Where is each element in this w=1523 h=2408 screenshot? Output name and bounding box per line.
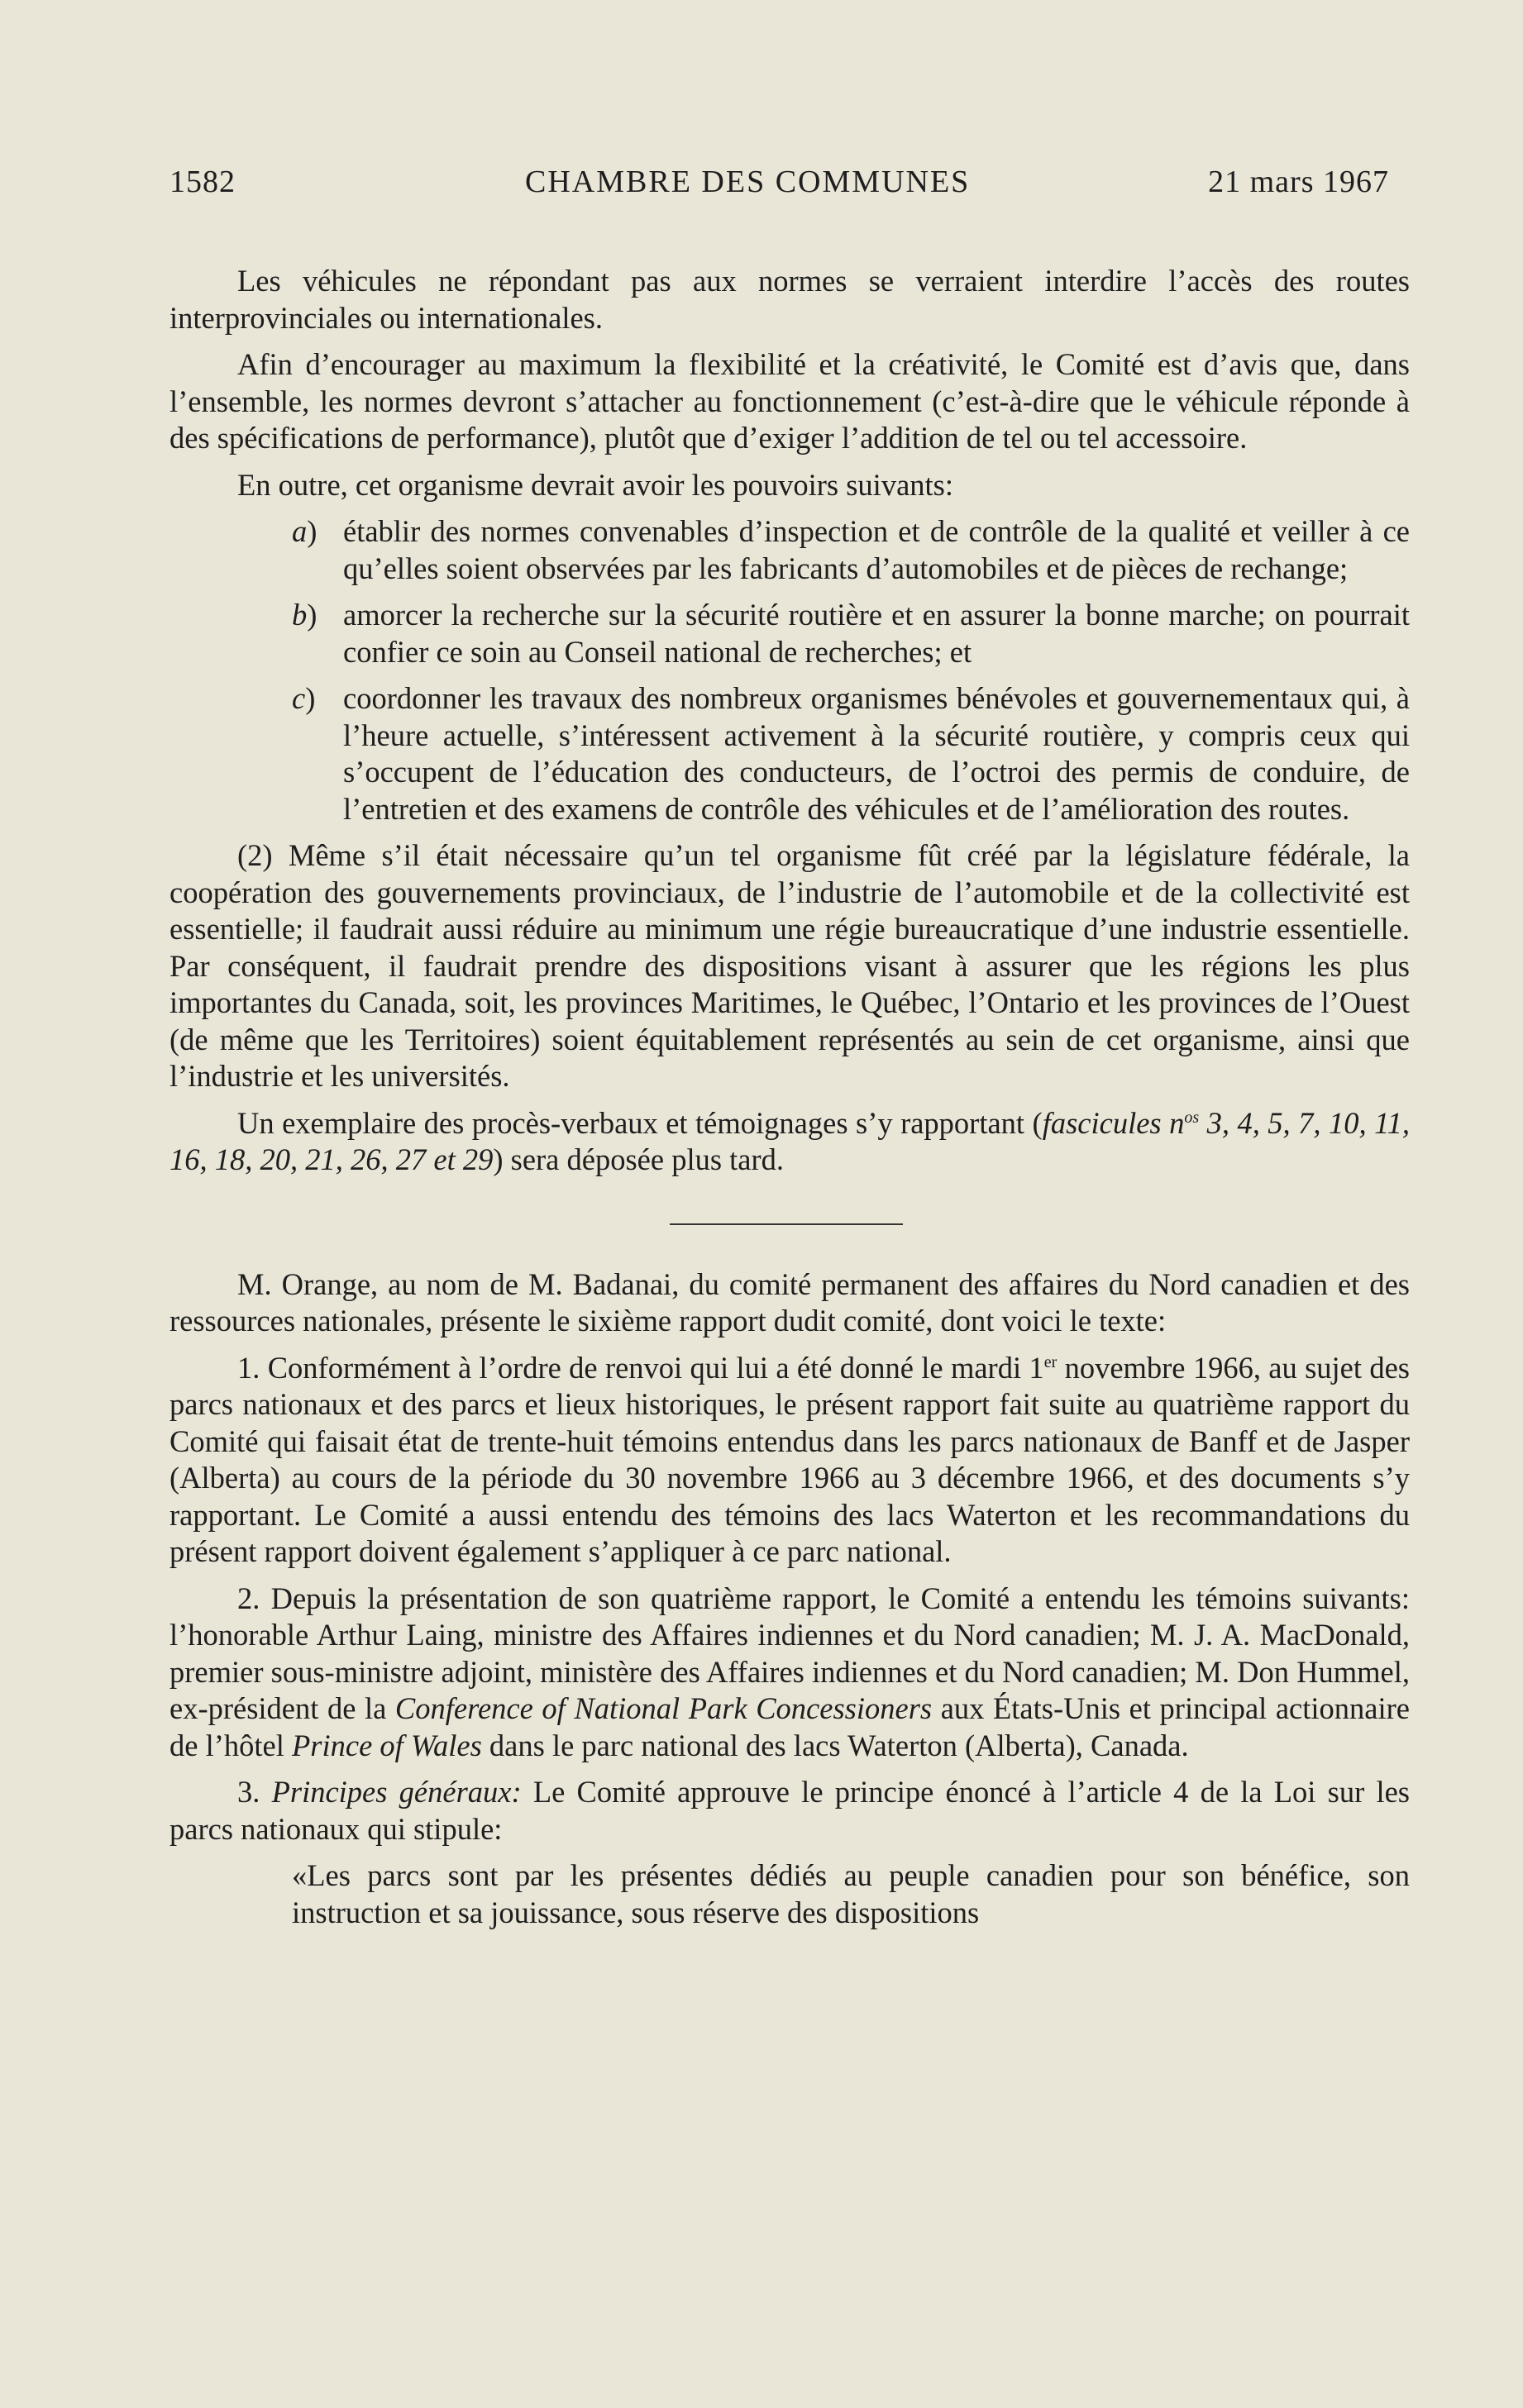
list-item-text: établir des normes convenables d’inspection et de contrôle de la qualité et veiller à ce qu’elles soient observées par les fabricants d’automobiles et de pièces de rechange; [343, 514, 1410, 585]
section-divider [670, 1223, 903, 1225]
quote-parks-act: «Les parcs sont par les présentes dédiés au peuple canadien pour son bénéfice, son instruction et sa jouissance, sous réserve des dispositions [292, 1858, 1410, 1929]
paragraph-exemplaire: Un exemplaire des procès-verbaux et témoignages s’y rapportant (fascicules $n^{os}$ 3, 4, 5, 7, 10, 11, 16, 18, 20, 21, 26, 27 et 29) sera déposée plus tard. [169, 1105, 1410, 1176]
list-item-text: coordonner les travaux des nombreux organismes bénévoles et gouvernementaux qui, à l’heure actuelle, s’intéressent activement à la sécurité routière, y compris ceux qui s’occupent de l’éducation des conducteurs, de l’octroi des permis de conduire, de l’entretien et des examens de contrôle des véhicules et de l’amélioration des routes. [343, 681, 1410, 826]
paragraph-orange-intro: M. Orange, au nom de M. Badanai, du comité permanent des affaires du Nord canadien et des ressources nationales, présente le sixième rapport dudit comité, dont voici le texte: [169, 1266, 1410, 1338]
page-body [169, 263, 1410, 1931]
page-number: 1582 [169, 165, 236, 199]
header-date: 21 mars 1967 [1208, 165, 1389, 199]
paragraph-vehicles: Les véhicules ne répondant pas aux normes se verraient interdire l’accès des routes interprovinciales ou internationales. [169, 264, 1410, 335]
paragraph-flexibility: Afin d’encourager au maximum la flexibilité et la créativité, le Comité est d’avis que, dans l’ensemble, les normes devront s’attacher au fonctionnement (c’est-à-dire que le véhicule réponde à des spécifications de performance), plutôt que d’exiger l’addition de tel ou tel accessoire. [169, 347, 1410, 455]
list-marker-b: b) [292, 598, 317, 632]
paragraph-item-2: 2. Depuis la présentation de son quatrième rapport, le Comité a entendu les témoins suivants: l’honorable Arthur Laing, ministre des Affaires indiennes et du Nord canadien; M. J. A. MacDonald, premier sous-ministre adjoint, ministère des Affaires indiennes et du Nord canadien; M. Don Hummel, ex-président de la Conference of National Park Concessioners aux États-Unis et principal actionnaire de l’hôtel Prince of Wales dans le parc national des lacs Waterton (Alberta), Canada. [169, 1581, 1410, 1762]
list-item-c [169, 680, 1410, 827]
paragraph-item-3: 3. Principes généraux: Le Comité approuve le principe énoncé à l’article 4 de la Loi sur les parcs nationaux qui stipule: [169, 1775, 1410, 1846]
list-item-a [169, 513, 1410, 587]
list-item-b [169, 597, 1410, 670]
list-item-text: amorcer la recherche sur la sécurité routière et en assurer la bonne marche; on pourrait confier ce soin au Conseil national de recherches; et [343, 598, 1410, 669]
paragraph-powers-intro: En outre, cet organisme devrait avoir les pouvoirs suivants: [237, 467, 954, 502]
list-marker-c: c) [292, 681, 316, 715]
paragraph-item-1: 1. Conformément à l’ordre de renvoi qui lui a été donné le mardi 1er novembre 1966, au sujet des parcs nationaux et des parcs et lieux historiques, le présent rapport fait suite au quatrième rapport du Comité qui faisait état de trente-huit témoins entendus dans les parcs nationaux de Banff et de Jasper (Alberta) au cours de la période du 30 novembre 1966 au 3 décembre 1966, et des documents s’y rapportant. Le Comité a aussi entendu des témoins des lacs Waterton et les recommandations du présent rapport doivent également s’appliquer à ce parc national. [169, 1350, 1410, 1568]
running-title: CHAMBRE DES COMMUNES [525, 165, 971, 199]
list-marker-a: a) [292, 514, 317, 548]
page-header [169, 164, 1389, 213]
paragraph-organisme: (2) Même s’il était nécessaire qu’un tel organisme fût créé par la législature fédérale, la coopération des gouvernements provinciaux, de l’industrie de l’automobile et de la collectivité est essentielle; il faudrait aussi réduire au minimum une régie bureaucratique d’une industrie essentielle. Par conséquent, il faudrait prendre des dispositions visant à assurer que les régions les plus importantes du Canada, soit, les provinces Maritimes, le Québec, l’Ontario et les provinces de l’Ouest (de même que les Territoires) soient équitablement représentés au sein de cet organisme, ainsi que l’industrie et les universités. [169, 838, 1410, 1093]
